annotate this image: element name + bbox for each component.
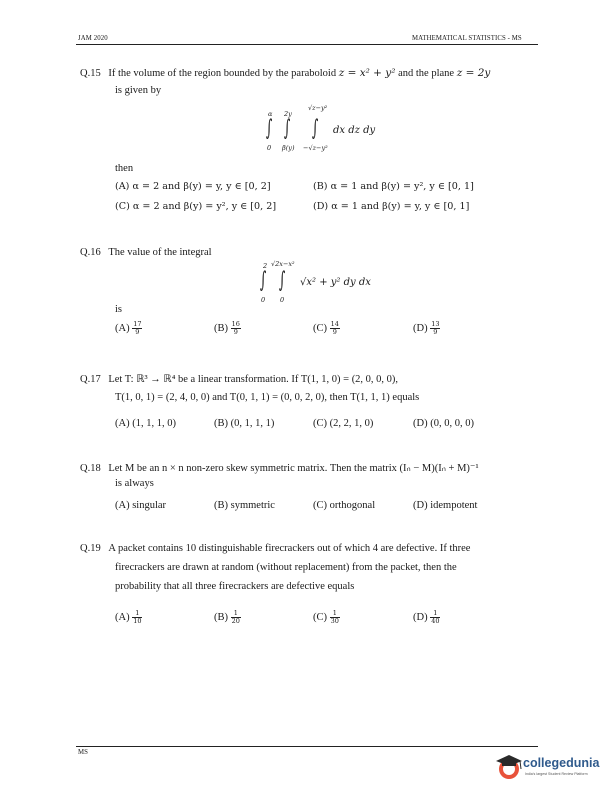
option-label: (C)	[313, 611, 327, 623]
limit: √z−y²	[308, 104, 328, 112]
limit: α	[268, 110, 273, 118]
question-text: The value of the integral	[108, 247, 212, 258]
option-label: (D)	[413, 322, 428, 334]
question-text: is	[115, 304, 123, 315]
option-label: (B)	[214, 322, 228, 334]
question-text: If the volume of the region bounded by the paraboloid	[108, 68, 339, 79]
limit: 0	[261, 296, 266, 304]
question-16	[80, 247, 212, 258]
question-text: probability that all three firecrackers are defective equals	[115, 581, 355, 592]
limit: 0	[267, 144, 272, 152]
option-a: (A) singular	[115, 500, 167, 511]
option-d: (D) idempotent	[413, 500, 478, 511]
numerator: 1	[430, 610, 440, 618]
option-b	[214, 610, 241, 625]
option-a: (A) α = 2 and β(y) = y, y ∈ [0, 2]	[115, 181, 271, 192]
limit: √2x−x²	[271, 260, 295, 268]
graduation-cap-icon	[494, 752, 524, 784]
question-text: and the plane	[395, 68, 457, 79]
option-d	[413, 610, 440, 625]
triple-integral	[262, 104, 402, 154]
header-rule	[76, 44, 538, 45]
question-text: is always	[115, 478, 154, 489]
header-right: MATHEMATICAL STATISTICS - MS	[412, 35, 522, 42]
option-d: (D) α = 1 and β(y) = y, y ∈ [0, 1]	[313, 201, 470, 212]
option-label: (A)	[115, 611, 130, 623]
numerator: 13	[431, 320, 440, 328]
integral-sign: ∫	[260, 268, 267, 293]
option-a	[115, 321, 142, 336]
option-a: (A) (1, 1, 1, 0)	[115, 418, 176, 429]
option-c: (C) α = 2 and β(y) = y², y ∈ [0, 2]	[115, 201, 277, 212]
limit: β(y)	[282, 144, 295, 152]
option-c	[313, 321, 340, 336]
option-d	[413, 321, 440, 336]
numerator: 1	[132, 610, 142, 618]
footer-code: MS	[78, 749, 89, 756]
denominator: 10	[133, 617, 142, 625]
option-label: (A)	[115, 322, 130, 334]
brand-tagline: India's largest Student Review Platform	[525, 772, 588, 776]
footer-rule	[76, 746, 538, 747]
option-a	[115, 610, 142, 625]
denominator: 40	[431, 617, 440, 625]
integral-sign: ∫	[284, 116, 291, 141]
denominator: 20	[231, 617, 240, 625]
option-b: (B) α = 1 and β(y) = y², y ∈ [0, 1]	[313, 181, 474, 192]
numerator: 17	[133, 320, 142, 328]
question-text: then	[115, 163, 134, 174]
question-number: Q.15	[80, 68, 101, 79]
question-18	[80, 462, 479, 474]
question-text: T(1, 0, 1) = (2, 4, 0, 0) and T(0, 1, 1) = (0, 0, 2, 0), then T(1, 1, 1) equals	[115, 392, 420, 403]
denominator: 9	[233, 328, 238, 336]
question-19	[80, 543, 470, 554]
integral-sign: ∫	[312, 116, 319, 141]
header-left: JAM 2020	[78, 35, 108, 42]
integrand: √x² + y² dy dx	[300, 277, 371, 288]
numerator: 1	[330, 610, 340, 618]
equation: z = x² + y²	[338, 67, 396, 79]
denominator: 9	[332, 328, 337, 336]
question-17	[80, 373, 398, 385]
option-b	[214, 321, 241, 336]
double-integral	[258, 258, 398, 308]
option-label: (B)	[214, 611, 228, 623]
numerator: 16	[231, 320, 240, 328]
option-c	[313, 610, 340, 625]
question-text: Let T: ℝ³ → ℝ⁴ be a linear transformation. If T(1, 1, 0) = (2, 0, 0, 0),	[108, 374, 399, 385]
limit: 0	[280, 296, 285, 304]
option-label: (D)	[413, 611, 428, 623]
question-text: Let M be an n × n non-zero skew symmetric matrix. Then the matrix (Iₙ − M)(Iₙ + M)⁻¹	[108, 463, 479, 474]
question-number: Q.17	[80, 374, 101, 385]
question-text: firecrackers are drawn at random (without replacement) from the packet, then the	[115, 562, 457, 573]
option-d: (D) (0, 0, 0, 0)	[413, 418, 474, 429]
denominator: 30	[330, 617, 339, 625]
question-text: A packet contains 10 distinguishable firecrackers out of which 4 are defective. If three	[108, 543, 471, 554]
integral-sign: ∫	[279, 268, 286, 293]
limit: 2y	[284, 110, 292, 118]
equation: z = 2y	[456, 67, 491, 79]
integrand: dx dz dy	[333, 125, 376, 136]
limit: −√z−y²	[303, 144, 328, 152]
numerator: 1	[231, 610, 241, 618]
question-number: Q.18	[80, 463, 101, 474]
denominator: 9	[433, 328, 438, 336]
option-b: (B) symmetric	[214, 500, 275, 511]
brand-name: collegedunia	[523, 756, 600, 770]
option-c: (C) orthogonal	[313, 500, 376, 511]
question-15	[80, 64, 540, 83]
option-c: (C) (2, 2, 1, 0)	[313, 418, 374, 429]
brand-logo	[494, 750, 606, 786]
integral-sign: ∫	[266, 116, 273, 141]
option-label: (C)	[313, 322, 327, 334]
denominator: 9	[135, 328, 140, 336]
question-text: is given by	[115, 85, 162, 96]
limit: 2	[263, 262, 268, 270]
option-b: (B) (0, 1, 1, 1)	[214, 418, 275, 429]
numerator: 14	[330, 320, 339, 328]
question-number: Q.16	[80, 247, 101, 258]
question-number: Q.19	[80, 543, 101, 554]
